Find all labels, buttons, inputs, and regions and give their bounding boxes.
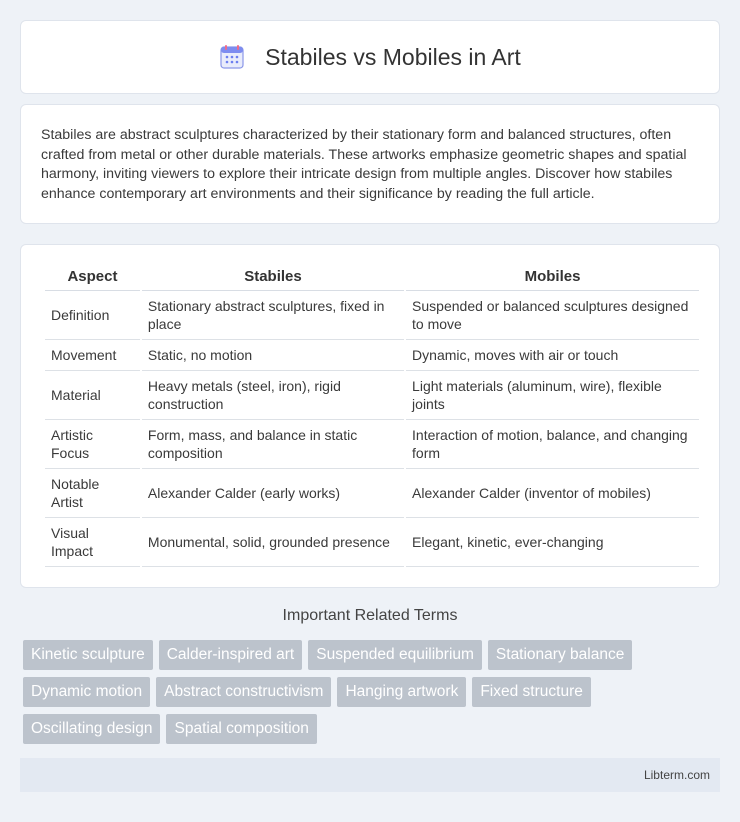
table-row	[45, 469, 699, 518]
related-term-tag[interactable]: Spatial composition	[166, 714, 316, 744]
table-row	[45, 291, 699, 340]
mobiles-cell: Elegant, kinetic, ever-changing	[406, 518, 699, 567]
stabiles-cell: Stationary abstract sculptures, fixed in place	[142, 291, 404, 340]
related-terms-title: Important Related Terms	[282, 607, 458, 624]
table-row	[45, 518, 699, 567]
footer-site-link[interactable]: Libterm.com	[643, 768, 710, 782]
header-card	[20, 20, 720, 94]
stabiles-cell: Heavy metals (steel, iron), rigid construction	[142, 371, 404, 420]
table-row	[45, 340, 699, 371]
stabiles-cell: Alexander Calder (early works)	[142, 469, 404, 518]
mobiles-cell: Interaction of motion, balance, and changing form	[406, 420, 699, 469]
intro-paragraph: Stabiles are abstract sculptures characterized by their stationary form and balanced structures, often crafted from metal or other durable materials. These artworks emphasize geometric shapes and spatial harmony, inviting viewers to explore their intricate design from multiple angles. Discover how stabiles enhance contemporary art environments and their significance by reading the full article.	[41, 127, 687, 202]
header-aspect: Aspect	[45, 263, 140, 291]
related-term-tag[interactable]: Stationary balance	[488, 640, 632, 670]
page-title: Stabiles vs Mobiles in Art	[265, 43, 521, 70]
related-term-tag[interactable]: Kinetic sculpture	[23, 640, 153, 670]
table-header-row	[45, 263, 699, 291]
related-term-tag[interactable]: Abstract constructivism	[156, 677, 331, 707]
aspect-cell: Material	[45, 371, 140, 420]
mobiles-cell: Light materials (aluminum, wire), flexible joints	[406, 371, 699, 420]
comparison-table	[43, 263, 701, 567]
table-row	[45, 371, 699, 420]
related-term-tag[interactable]: Calder-inspired art	[159, 640, 303, 670]
footer	[20, 758, 720, 792]
calendar-icon	[219, 44, 245, 70]
header-mobiles: Mobiles	[406, 263, 699, 291]
mobiles-cell: Alexander Calder (inventor of mobiles)	[406, 469, 699, 518]
aspect-cell: Visual Impact	[45, 518, 140, 567]
aspect-cell: Definition	[45, 291, 140, 340]
related-term-tag[interactable]: Suspended equilibrium	[308, 640, 482, 670]
aspect-cell: Notable Artist	[45, 469, 140, 518]
stabiles-cell: Static, no motion	[142, 340, 404, 371]
related-term-tag[interactable]: Fixed structure	[472, 677, 591, 707]
aspect-cell: Artistic Focus	[45, 420, 140, 469]
mobiles-cell: Dynamic, moves with air or touch	[406, 340, 699, 371]
related-term-tag[interactable]: Hanging artwork	[337, 677, 466, 707]
stabiles-cell: Monumental, solid, grounded presence	[142, 518, 404, 567]
aspect-cell: Movement	[45, 340, 140, 371]
header-stabiles: Stabiles	[142, 263, 404, 291]
stabiles-cell: Form, mass, and balance in static composition	[142, 420, 404, 469]
table-row	[45, 420, 699, 469]
mobiles-cell: Suspended or balanced sculptures designed to move	[406, 291, 699, 340]
related-term-tag[interactable]: Dynamic motion	[23, 677, 150, 707]
comparison-card	[20, 244, 720, 588]
related-terms-list	[23, 640, 723, 744]
related-term-tag[interactable]: Oscillating design	[23, 714, 160, 744]
intro-card	[20, 104, 720, 224]
